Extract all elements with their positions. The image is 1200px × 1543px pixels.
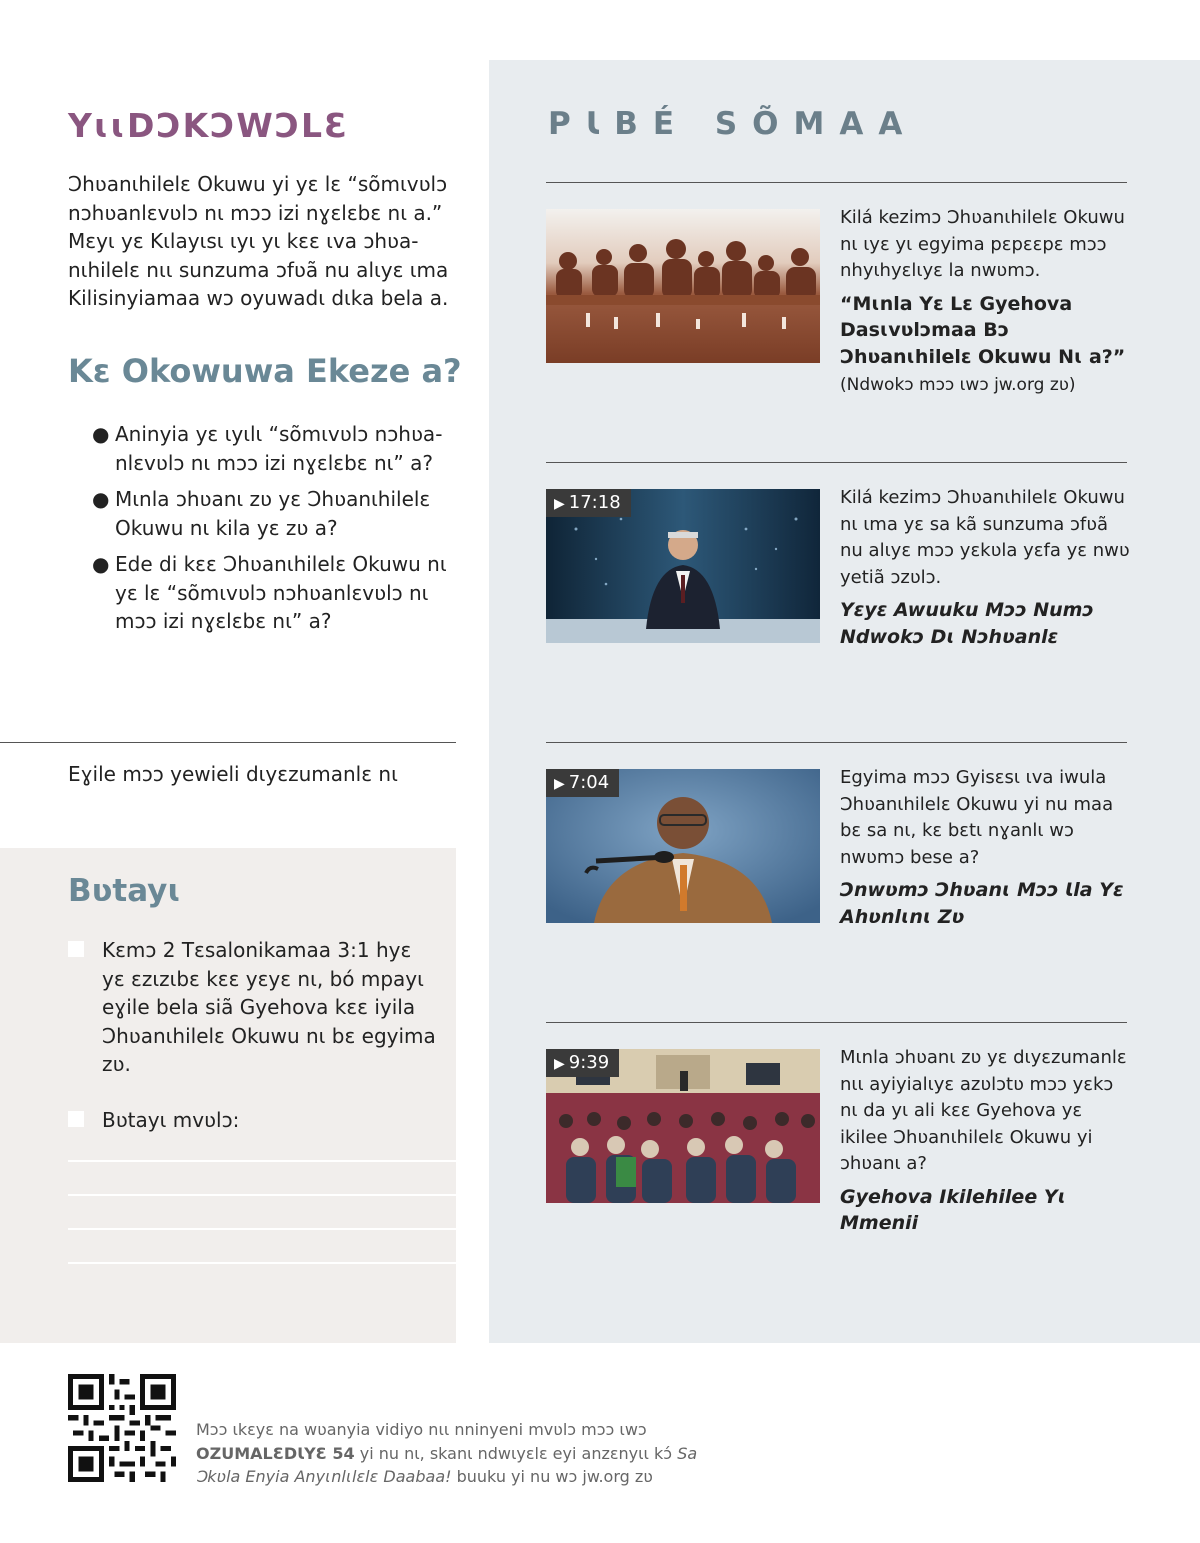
writing-line[interactable] — [68, 1160, 456, 1162]
card-link-title[interactable]: Gyehova Ikilehilee Yɩ Mmenii — [840, 1185, 1066, 1234]
video-duration-badge: ▶ 7:04 — [546, 769, 619, 797]
divider — [546, 462, 1127, 463]
divider — [546, 742, 1127, 743]
resource-card — [840, 765, 1130, 930]
bullet-icon: ● — [92, 422, 110, 446]
card-description: Mɩnla ɔhʋanɩ zʋ yɛ dɩyɛzumanlɛ nɩɩ ayiyialɩyɛ azʋlɔtʋ mɔɔ yɛkɔ nɩ da yɩ ali kɛɛ Gyehova yɛ ikilee Ɔhʋanɩhilelɛ Okuwu yi ɔhʋanɩ a? — [840, 1047, 1127, 1174]
list-item: ● Mɩnla ɔhʋanɩ zʋ yɛ Ɔhʋanɩhilelɛ Okuwu nɩ kila yɛ zʋ a? — [92, 487, 431, 540]
question-list — [92, 420, 464, 644]
bullet-icon: ● — [92, 552, 110, 576]
resource-card — [840, 205, 1130, 399]
resources-heading: PƖBÉ SÕMAA — [548, 106, 918, 142]
writing-line[interactable] — [68, 1262, 456, 1264]
checkbox-icon[interactable] — [68, 941, 84, 957]
card-description: Egyima mɔɔ Gyisɛsɩ ɩva iwula Ɔhʋanɩhilelɛ Okuwu yi nu maa bɛ sa nɩ, kɛ bɛtɩ nɣanlɩ wɔ nwʋmɔ bese a? — [840, 767, 1114, 868]
resource-card — [840, 485, 1130, 650]
task-box-title: Bʋtayɩ — [68, 873, 182, 909]
card-link-title[interactable]: Yɛyɛ Awuuku Mɔɔ Numɔ Ndwokɔ Dɩ Nɔhʋanlɛ — [840, 599, 1094, 648]
video-duration-badge: ▶ 9:39 — [546, 1049, 619, 1077]
writing-line[interactable] — [68, 1194, 456, 1196]
video-thumbnail[interactable] — [546, 489, 820, 643]
questions-heading: Kɛ Okowuwa Ekeze a? — [68, 352, 462, 390]
list-item: ● Ede di kɛɛ Ɔhʋanɩhilelɛ Okuwu nɩ yɛ lɛ “sõmɩvʋlɔ nɔhʋanlɛvʋlɔ nɩ mɔɔ izi nɣɛlɛbɛ nɩ” a? — [92, 552, 447, 633]
divider — [546, 1022, 1127, 1023]
card-description: Kilá kezimɔ Ɔhʋanɩhilelɛ Okuwu nɩ ɩma yɛ sa kã sunzuma ɔfʋã nu alɩyɛ mɔɔ yɛkʋla yɛfa yɛ nwʋ yetiã ɔzʋlɔ. — [840, 487, 1130, 588]
card-description: Kilá kezimɔ Ɔhʋanɩhilelɛ Okuwu nɩ ɩyɛ yɩ egyima pɛpɛɛpɛ mɔɔ nhyɩhyɛlɩyɛ la nwʋmɔ. — [840, 207, 1125, 281]
meeting-silhouette-image — [546, 209, 820, 363]
play-icon: ▶ — [554, 496, 565, 512]
card-link-title[interactable]: “Mɩnla Yɛ Lɛ Gyehova Dasɩvʋlɔmaa Bɔ Ɔhʋanɩhilelɛ Okuwu Nɩ a?” (Ndwokɔ mɔɔ ɩwɔ jw.org zʋ) — [840, 292, 1126, 395]
bullet-icon: ● — [92, 487, 110, 511]
divider — [0, 742, 456, 743]
task-text: Kɛmɔ 2 Tɛsalonikamaa 3:1 hyɛ yɛ ɛzɩzɩbɛ kɛɛ yɛyɛ nɩ, bó mpayɩ eɣile bela siã Gyehova kɛɛ iyila Ɔhʋanɩhilelɛ Okuwu nɩ bɛ egyima zʋ. — [102, 938, 436, 1076]
qr-code-icon[interactable] — [68, 1374, 176, 1482]
page-title: YɩɩDƆKƆWƆLƐ — [68, 106, 349, 145]
writing-lines[interactable] — [68, 1160, 456, 1296]
task-item[interactable] — [68, 1106, 438, 1135]
video-thumbnail[interactable] — [546, 1049, 820, 1203]
task-text: Bʋtayɩ mvʋlɔ: — [102, 1108, 240, 1132]
list-item: ● Aninyia yɛ ɩyɩlɩ “sõmɩvʋlɔ nɔhʋanlɛvʋlɔ nɩ mɔɔ izi nɣɛlɛbɛ nɩ” a? — [92, 422, 443, 475]
note-text: Eɣile mɔɔ yewieli dɩyɛzumanlɛ nɩ — [68, 762, 398, 786]
writing-line[interactable] — [68, 1228, 456, 1230]
article-thumbnail[interactable] — [546, 209, 820, 363]
task-box — [0, 848, 456, 1343]
video-duration-badge: ▶ 17:18 — [546, 489, 631, 517]
play-icon: ▶ — [554, 776, 565, 792]
footer-note: Mɔɔ ɩkɛyɛ na wʋanyia vidiyo nɩɩ nninyeni mvʋlɔ mɔɔ ɩwɔ OZUMALƐDƖYƐ 54 yi nu nɩ, skanɩ ndwɩyɛlɛ eyi anzɛnyɩɩ kɔ́ Sa Ɔkʋla Enyia Anyɩnlɩlɛlɛ Daabaa! buuku yi nu wɔ jw.org zʋ — [196, 1420, 698, 1486]
play-icon: ▶ — [554, 1056, 565, 1072]
divider — [546, 182, 1127, 183]
intro-paragraph: Ɔhʋanɩhilelɛ Okuwu yi yɛ lɛ “sõmɩvʋlɔ nɔhʋanlɛvʋlɔ nɩ mɔɔ izi nɣɛlɛbɛ nɩ a.” Mɛyɩ yɛ Kɩlayɩsɩ ɩyɩ yɩ kɛɛ ɩva ɔhʋanɩhilelɛ nɩɩ sunzuma ɔfʋã nu alɩyɛ ɩma Kilisinyiamaa wɔ oyuwadɩ dɩka bela a. — [68, 172, 449, 310]
resource-card — [840, 1045, 1130, 1237]
video-thumbnail[interactable] — [546, 769, 820, 923]
card-link-title[interactable]: Ɔnwʋmɔ Ɔhʋanɩ Mɔɔ Ɩla Yɛ Ahʋnlɩnɩ Zʋ — [840, 879, 1124, 928]
task-item[interactable] — [68, 936, 438, 1079]
checkbox-icon[interactable] — [68, 1111, 84, 1127]
